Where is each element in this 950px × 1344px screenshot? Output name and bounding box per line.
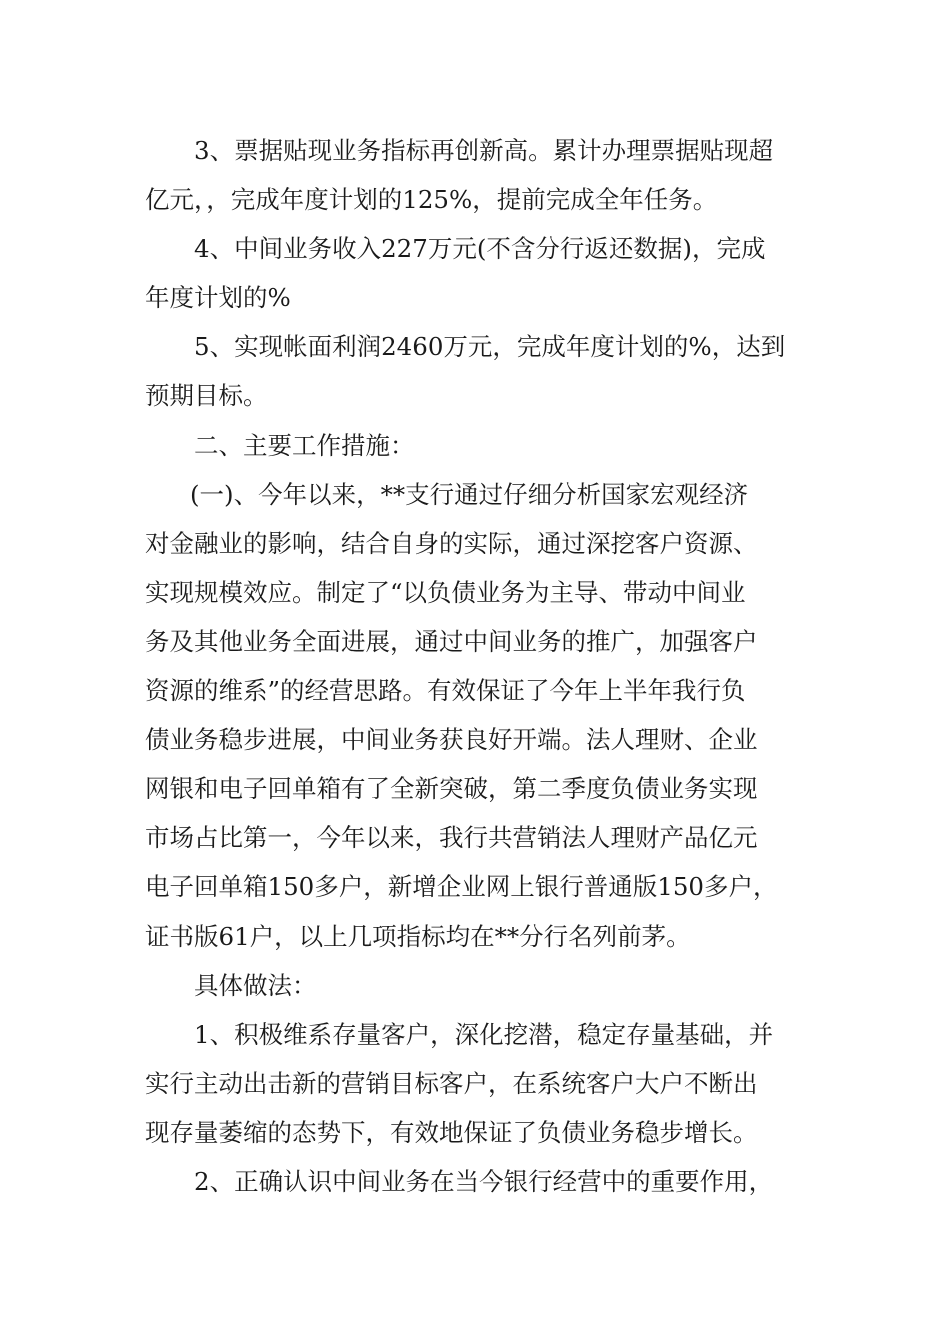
document-body [145, 126, 807, 1206]
paragraph-line: 亿元，，完成年度计划的125%，提前完成全年任务。 [145, 185, 718, 215]
paragraph-line: 务及其他业务全面进展，通过中间业务的推广，加强客户 [145, 626, 758, 656]
section-heading: 具体做法： [194, 970, 317, 1000]
paragraph-line: 证书版61户，以上几项指标均在**分行名列前茅。 [145, 921, 691, 951]
paragraph-line: 2、正确认识中间业务在当今银行经营中的重要作用， [194, 1166, 774, 1196]
paragraph-line: 债业务稳步进展，中间业务获良好开端。法人理财、企业 [145, 725, 758, 755]
paragraph-line: 年度计划的% [145, 283, 291, 313]
paragraph-line: 资源的维系”的经营思路。有效保证了今年上半年我行负 [145, 676, 746, 706]
paragraph-line: 市场占比第一，今年以来，我行共营销法人理财产品亿元 [145, 823, 758, 853]
paragraph-line: 5、实现帐面利润2460万元，完成年度计划的%，达到 [194, 332, 786, 362]
paragraph-line: 实现规模效应。制定了“以负债业务为主导、带动中间业 [145, 577, 746, 607]
paragraph-line: (一)、今年以来，**支行通过仔细分析国家宏观经济 [190, 479, 749, 509]
paragraph-line: 对金融业的影响，结合自身的实际，通过深挖客户资源、 [145, 528, 758, 558]
paragraph-line: 网银和电子回单箱有了全新突破，第二季度负债业务实现 [145, 774, 758, 804]
section-heading: 二、主要工作措施： [194, 430, 415, 460]
paragraph-line: 4、中间业务收入227万元(不含分行返还数据)，完成 [194, 234, 766, 264]
paragraph-line: 电子回单箱150多户，新增企业网上银行普通版150多户， [145, 872, 778, 902]
paragraph-line: 1、积极维系存量客户，深化挖潜，稳定存量基础，并 [194, 1019, 774, 1049]
paragraph-line: 3、票据贴现业务指标再创新高。累计办理票据贴现超 [194, 136, 774, 165]
paragraph-line: 预期目标。 [145, 381, 268, 411]
paragraph-line: 现存量萎缩的态势下，有效地保证了负债业务稳步增长。 [145, 1117, 758, 1147]
paragraph-line: 实行主动出击新的营销目标客户，在系统客户大户不断出 [145, 1068, 758, 1098]
